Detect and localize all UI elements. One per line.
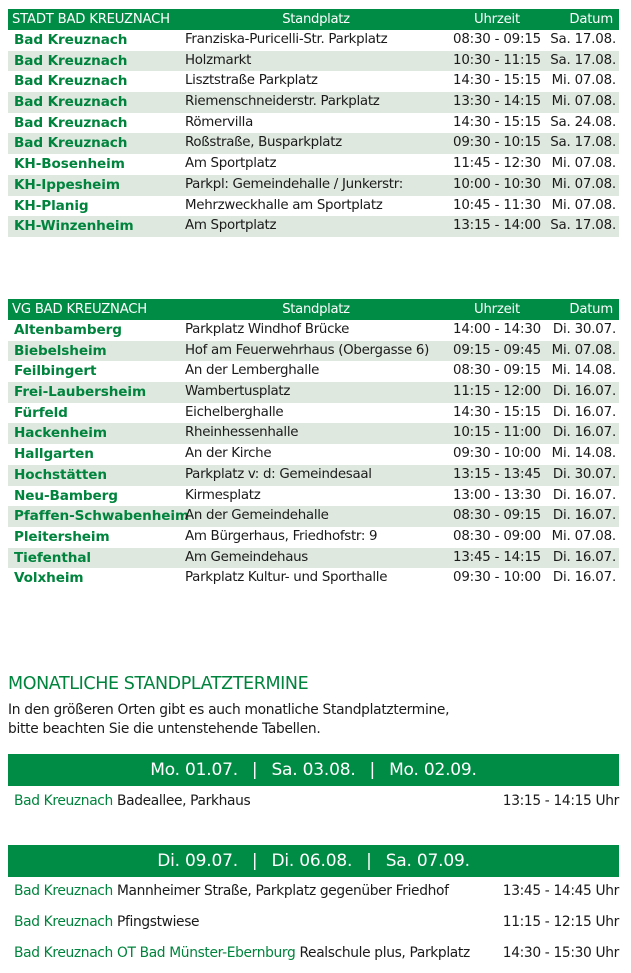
cell-standplatz: An der Lemberghalle: [185, 363, 320, 379]
table-row: [8, 444, 619, 465]
cell-datum: Di. 16.07.: [552, 508, 616, 524]
table-header: [8, 9, 619, 30]
table-row: [8, 506, 619, 527]
table-row: [8, 30, 619, 51]
cell-datum: Sa. 17.08.: [550, 218, 616, 234]
cell-datum: Di. 16.07.: [552, 487, 616, 503]
cell-ort: Feilbingert: [14, 363, 97, 380]
cell-uhrzeit: 11:45 - 12:30: [453, 156, 541, 172]
cell-datum: Mi. 07.08.: [551, 342, 616, 358]
cell-standplatz: Am Sportplatz: [185, 218, 277, 234]
cell-uhrzeit: 13:15 - 13:45: [453, 466, 541, 482]
cell-uhrzeit: 08:30 - 09:15: [453, 363, 541, 379]
cell-uhrzeit: 13:30 - 14:15: [453, 94, 541, 110]
cell-datum: Di. 16.07.: [552, 384, 616, 400]
table-row: [8, 403, 619, 424]
cell-uhrzeit: 10:00 - 10:30: [453, 176, 541, 192]
entry-ort: Bad Kreuznach: [14, 883, 113, 899]
cell-ort: Fürfeld: [14, 404, 68, 421]
header-uhrzeit: Uhrzeit: [474, 12, 520, 27]
cell-ort: Bad Kreuznach: [14, 114, 128, 131]
cell-standplatz: Parkplatz v: d: Gemeindesaal: [185, 466, 372, 482]
date: Di. 06.08.: [271, 851, 353, 871]
table-row: [8, 92, 619, 113]
entry-standplatz: Mannheimer Straße, Parkplatz gegenüber Friedhof: [116, 883, 449, 899]
cell-standplatz: Mehrzweckhalle am Sportplatz: [185, 197, 383, 213]
intro-line: In den größeren Orten gibt es auch monatliche Standplatztermine,: [8, 702, 450, 718]
cell-ort: Bad Kreuznach: [14, 94, 128, 111]
entry-ort: Bad Kreuznach: [14, 793, 113, 809]
intro-line: bitte beachten Sie die untenstehende Tabellen.: [8, 721, 321, 737]
cell-uhrzeit: 08:30 - 09:15: [453, 508, 541, 524]
separator: |: [251, 760, 258, 780]
cell-uhrzeit: 10:45 - 11:30: [453, 197, 541, 213]
table-row: [8, 154, 619, 175]
date: Mo. 02.09.: [389, 760, 477, 780]
cell-standplatz: Lisztstraße Parkplatz: [185, 73, 318, 89]
cell-standplatz: Holzmarkt: [185, 52, 252, 68]
cell-uhrzeit: 09:30 - 10:00: [453, 446, 541, 462]
cell-standplatz: Parkplatz Windhof Brücke: [185, 322, 350, 337]
header-region: STADT BAD KREUZNACH: [12, 12, 170, 27]
entry-ort: Bad Kreuznach: [14, 914, 113, 930]
cell-ort: Pleitersheim: [14, 528, 110, 545]
separator: |: [366, 851, 372, 871]
monthly-dates-bar: [8, 754, 619, 786]
cell-uhrzeit: 14:00 - 14:30: [453, 322, 541, 337]
table-row: [8, 51, 619, 72]
cell-datum: Mi. 07.08.: [551, 176, 616, 192]
cell-datum: Mi. 14.08.: [551, 363, 616, 379]
cell-uhrzeit: 09:30 - 10:00: [453, 570, 541, 586]
cell-standplatz: An der Kirche: [185, 446, 272, 462]
cell-standplatz: Kirmesplatz: [185, 487, 261, 503]
entry-uhrzeit: 11:15 - 12:15 Uhr: [502, 914, 619, 930]
cell-standplatz: Am Bürgerhaus, Friedhofstr: 9: [185, 528, 378, 544]
cell-datum: Mi. 07.08.: [551, 197, 616, 213]
cell-standplatz: Roßstraße, Busparkplatz: [185, 135, 342, 151]
cell-ort: Pfaffen-Schwabenheim: [14, 508, 190, 525]
table-row: [8, 341, 619, 362]
cell-uhrzeit: 14:30 - 15:15: [453, 404, 541, 420]
cell-datum: Mi. 14.08.: [551, 446, 616, 462]
cell-ort: KH-Bosenheim: [14, 156, 125, 173]
cell-standplatz: Am Gemeindehaus: [185, 549, 308, 565]
cell-datum: Sa. 17.08.: [550, 32, 616, 47]
entry-standplatz: Badeallee, Parkhaus: [116, 793, 251, 809]
monthly-entry: [14, 943, 619, 963]
table-row: [8, 216, 619, 237]
table-row: [8, 320, 619, 341]
cell-ort: Altenbamberg: [14, 322, 122, 338]
table-row: [8, 486, 619, 507]
monthly-intro: [8, 701, 608, 739]
table-row: [8, 71, 619, 92]
cell-datum: Di. 30.07.: [552, 466, 616, 482]
cell-standplatz: Parkpl: Gemeindehalle / Junkerstr:: [185, 176, 403, 192]
cell-uhrzeit: 13:45 - 14:15: [453, 549, 541, 565]
table-row: [8, 465, 619, 486]
entry-ort: Bad Kreuznach OT Bad Münster-Ebernburg: [14, 945, 296, 961]
cell-standplatz: Eichelberghalle: [185, 404, 284, 420]
table-header: [8, 299, 619, 320]
cell-datum: Mi. 07.08.: [551, 94, 616, 110]
date: Mo. 01.07.: [150, 760, 238, 780]
table-row: [8, 361, 619, 382]
cell-ort: KH-Winzenheim: [14, 218, 134, 235]
header-region: VG BAD KREUZNACH: [12, 302, 148, 317]
table-row: [8, 548, 619, 569]
cell-datum: Mi. 07.08.: [551, 73, 616, 89]
separator: |: [369, 760, 376, 780]
monthly-section-title: MONATLICHE STANDPLATZTERMINE: [8, 674, 309, 694]
header-datum: Datum: [569, 302, 613, 317]
cell-datum: Di. 16.07.: [552, 549, 616, 565]
monthly-entry: [14, 881, 619, 901]
header-standplatz: Standplatz: [282, 302, 350, 317]
table-row: [8, 133, 619, 154]
cell-datum: Mi. 07.08.: [551, 528, 616, 544]
cell-datum: Sa. 24.08.: [550, 114, 616, 130]
table-row: [8, 196, 619, 217]
cell-ort: Bad Kreuznach: [14, 135, 128, 152]
cell-ort: Volxheim: [14, 570, 84, 587]
header-standplatz: Standplatz: [282, 12, 350, 27]
entry-uhrzeit: 14:30 - 15:30 Uhr: [502, 945, 619, 961]
cell-uhrzeit: 14:30 - 15:15: [453, 114, 541, 130]
cell-ort: Bad Kreuznach: [14, 52, 128, 69]
cell-standplatz: Riemenschneiderstr. Parkplatz: [185, 94, 380, 110]
table-row: [8, 423, 619, 444]
table-row: [8, 382, 619, 403]
entry-uhrzeit: 13:15 - 14:15 Uhr: [502, 793, 619, 809]
date: Sa. 07.09.: [385, 851, 470, 871]
cell-ort: Bad Kreuznach: [14, 73, 128, 90]
monthly-entry: [14, 912, 619, 932]
table-row: [8, 568, 619, 589]
table-row: [8, 113, 619, 134]
cell-ort: Hallgarten: [14, 446, 94, 463]
cell-datum: Di. 16.07.: [552, 404, 616, 420]
monthly-dates-bar: [8, 845, 619, 877]
cell-uhrzeit: 13:00 - 13:30: [453, 487, 541, 503]
cell-ort: Frei-Laubersheim: [14, 384, 147, 401]
separator: |: [251, 851, 258, 871]
cell-ort: KH-Planig: [14, 197, 89, 214]
header-uhrzeit: Uhrzeit: [474, 302, 520, 317]
cell-uhrzeit: 14:30 - 15:15: [453, 73, 541, 89]
cell-uhrzeit: 09:15 - 09:45: [453, 342, 541, 358]
entry-uhrzeit: 13:45 - 14:45 Uhr: [502, 883, 619, 899]
cell-datum: Sa. 17.08.: [550, 52, 616, 68]
cell-standplatz: An der Gemeindehalle: [185, 508, 329, 524]
cell-standplatz: Hof am Feuerwehrhaus (Obergasse 6): [185, 342, 430, 358]
cell-ort: KH-Ippesheim: [14, 176, 120, 193]
cell-ort: Hochstätten: [14, 466, 108, 483]
cell-standplatz: Wambertusplatz: [185, 384, 291, 400]
cell-ort: Bad Kreuznach: [14, 32, 128, 48]
cell-uhrzeit: 13:15 - 14:00: [453, 218, 541, 234]
cell-standplatz: Am Sportplatz: [185, 156, 277, 172]
cell-datum: Mi. 07.08.: [551, 156, 616, 172]
table-row: [8, 175, 619, 196]
header-datum: Datum: [569, 12, 613, 27]
cell-datum: Sa. 17.08.: [550, 135, 616, 151]
vg-bad-kreuznach-table: [8, 299, 619, 589]
entry-standplatz: Realschule plus, Parkplatz: [299, 945, 470, 961]
cell-ort: Biebelsheim: [14, 342, 107, 359]
cell-datum: Di. 30.07.: [552, 322, 616, 337]
cell-uhrzeit: 10:15 - 11:00: [453, 425, 541, 441]
cell-standplatz: Franziska-Puricelli-Str. Parkplatz: [185, 32, 388, 47]
date: Sa. 03.08.: [271, 760, 356, 780]
cell-standplatz: Römervilla: [185, 114, 253, 130]
cell-uhrzeit: 09:30 - 10:15: [453, 135, 541, 151]
cell-uhrzeit: 08:30 - 09:00: [453, 528, 541, 544]
cell-ort: Hackenheim: [14, 425, 107, 442]
cell-uhrzeit: 11:15 - 12:00: [453, 384, 541, 400]
stadt-bad-kreuznach-table: [8, 9, 619, 237]
table-row: [8, 527, 619, 548]
date: Di. 09.07.: [157, 851, 238, 871]
cell-uhrzeit: 10:30 - 11:15: [453, 52, 541, 68]
cell-ort: Neu-Bamberg: [14, 487, 118, 504]
cell-uhrzeit: 08:30 - 09:15: [453, 32, 541, 47]
cell-datum: Di. 16.07.: [552, 570, 616, 586]
monthly-entry: [14, 791, 619, 811]
cell-datum: Di. 16.07.: [552, 425, 616, 441]
entry-standplatz: Pfingstwiese: [116, 914, 200, 930]
cell-standplatz: Rheinhessenhalle: [185, 425, 299, 441]
cell-standplatz: Parkplatz Kultur- und Sporthalle: [185, 570, 388, 586]
cell-ort: Tiefenthal: [14, 549, 91, 566]
